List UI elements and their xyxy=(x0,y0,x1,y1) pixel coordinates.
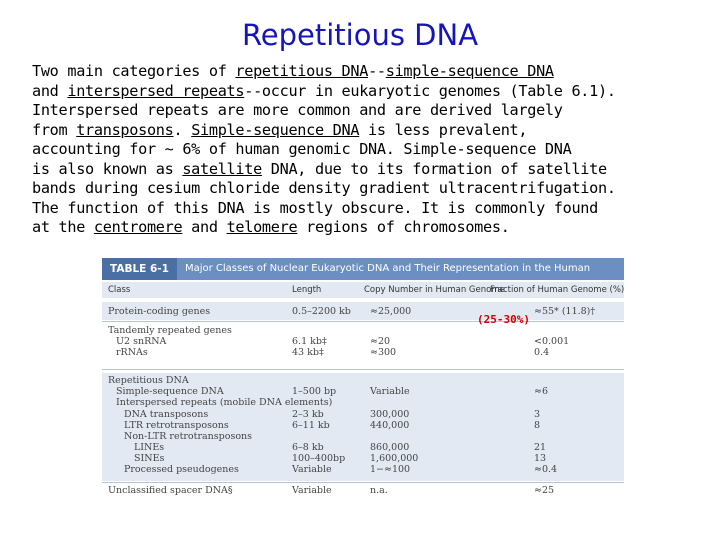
col-fraction: Fraction of Human Genome (%) xyxy=(490,285,625,295)
text: . xyxy=(173,120,192,139)
text: and xyxy=(182,218,227,236)
text: is also known as xyxy=(32,159,183,178)
col-length: Length xyxy=(292,285,322,295)
text: Interspersed repeats are more common and are derived largely xyxy=(32,101,563,119)
link-simple-sequence-dna[interactable]: simple-sequence DNA xyxy=(385,62,554,80)
cell-fraction: <0.001 xyxy=(534,336,570,347)
cell-length: 6.1 kb‡ xyxy=(292,336,327,347)
cell-fraction: ≈6 xyxy=(534,386,549,397)
cell-fraction: 0.4 xyxy=(534,347,550,358)
body-paragraph xyxy=(32,62,704,238)
text: is less prevalent, xyxy=(359,120,528,139)
cell-copy: 1,600,000 xyxy=(370,453,419,464)
row-divider xyxy=(102,369,624,370)
cell-fraction: 3 xyxy=(534,409,541,420)
link-simple-sequence-dna-2[interactable]: Simple-sequence DNA xyxy=(191,120,360,139)
cell-length: 6–11 kb xyxy=(292,420,330,431)
cell-copy: n.a. xyxy=(370,485,388,496)
text: DNA, due to its formation of satellite xyxy=(261,159,607,178)
row-divider xyxy=(102,482,624,483)
cell-class: Processed pseudogenes xyxy=(124,464,239,475)
table-header xyxy=(102,258,624,280)
cell-class: Unclassified spacer DNA§ xyxy=(108,485,233,496)
cell-copy: 860,000 xyxy=(370,442,410,453)
cell-class: Interspersed repeats (mobile DNA elements) xyxy=(116,397,333,408)
table-caption: Major Classes of Nuclear Eukaryotic DNA and Their Representation in the Human xyxy=(177,258,624,280)
text: Two main categories of xyxy=(32,62,236,80)
cell-copy: ≈25,000 xyxy=(370,306,412,317)
cell-copy: Variable xyxy=(370,386,410,397)
link-interspersed-repeats[interactable]: interspersed repeats xyxy=(67,81,245,100)
cell-class: U2 snRNA xyxy=(116,336,167,347)
text: from xyxy=(32,120,77,139)
link-centromere[interactable]: centromere xyxy=(93,218,183,236)
text: --occur in eukaryotic genomes (Table 6.1). xyxy=(244,81,616,100)
cell-fraction: 21 xyxy=(534,442,547,453)
cell-class: Repetitious DNA xyxy=(108,375,189,386)
cell-copy: ≈20 xyxy=(370,336,391,347)
row-divider xyxy=(102,321,624,322)
cell-class: LINEs xyxy=(134,442,165,453)
column-headers xyxy=(102,282,624,298)
cell-length: 2–3 kb xyxy=(292,409,324,420)
cell-fraction: 13 xyxy=(534,453,547,464)
cell-class: Non-LTR retrotransposons xyxy=(124,431,253,442)
cell-length: 6–8 kb xyxy=(292,442,324,453)
cell-length: 100–400bp xyxy=(292,453,346,464)
text: The function of this DNA is mostly obscure. It is commonly found xyxy=(32,198,598,217)
col-class: Class xyxy=(108,285,131,295)
text: regions of chromosomes. xyxy=(297,218,510,236)
cell-length: 0.5–2200 kb xyxy=(292,306,351,317)
cell-class: SINEs xyxy=(134,453,165,464)
link-transposons[interactable]: transposons xyxy=(76,120,174,139)
cell-copy: 1−≈100 xyxy=(370,464,411,475)
cell-class: DNA transposons xyxy=(124,409,209,420)
link-satellite[interactable]: satellite xyxy=(182,159,262,178)
text: -- xyxy=(368,62,386,80)
col-copy-number: Copy Number in Human Genome xyxy=(364,285,505,295)
fraction-annotation: (25-30%) xyxy=(477,313,530,326)
link-telomere[interactable]: telomere xyxy=(226,218,298,236)
cell-class: Protein-coding genes xyxy=(108,306,211,317)
cell-length: Variable xyxy=(292,485,332,496)
slide-title: Repetitious DNA xyxy=(241,18,479,52)
cell-class: Simple-sequence DNA xyxy=(116,386,224,397)
cell-fraction: ≈55* (11.8)† xyxy=(534,306,596,317)
cell-length: Variable xyxy=(292,464,332,475)
cell-class: rRNAs xyxy=(116,347,148,358)
link-repetitious-dna[interactable]: repetitious DNA xyxy=(235,62,369,80)
cell-class: LTR retrotransposons xyxy=(124,420,229,431)
text: accounting for ~ 6% of human genomic DNA. Simple-sequence DNA xyxy=(32,140,572,158)
text: bands during cesium chloride density gradient ultracentrifugation. xyxy=(32,179,616,197)
cell-copy: ≈300 xyxy=(370,347,397,358)
cell-length: 43 kb‡ xyxy=(292,347,324,358)
cell-fraction: 8 xyxy=(534,420,541,431)
text: and xyxy=(32,81,68,100)
cell-length: 1–500 bp xyxy=(292,386,337,397)
table-label: TABLE 6-1 xyxy=(102,258,177,280)
text: at the xyxy=(32,218,94,236)
cell-fraction: ≈0.4 xyxy=(534,464,558,475)
cell-class: Tandemly repeated genes xyxy=(108,325,232,336)
cell-copy: 300,000 xyxy=(370,409,410,420)
cell-fraction: ≈25 xyxy=(534,485,555,496)
cell-copy: 440,000 xyxy=(370,420,410,431)
table-6-1 xyxy=(102,258,624,498)
